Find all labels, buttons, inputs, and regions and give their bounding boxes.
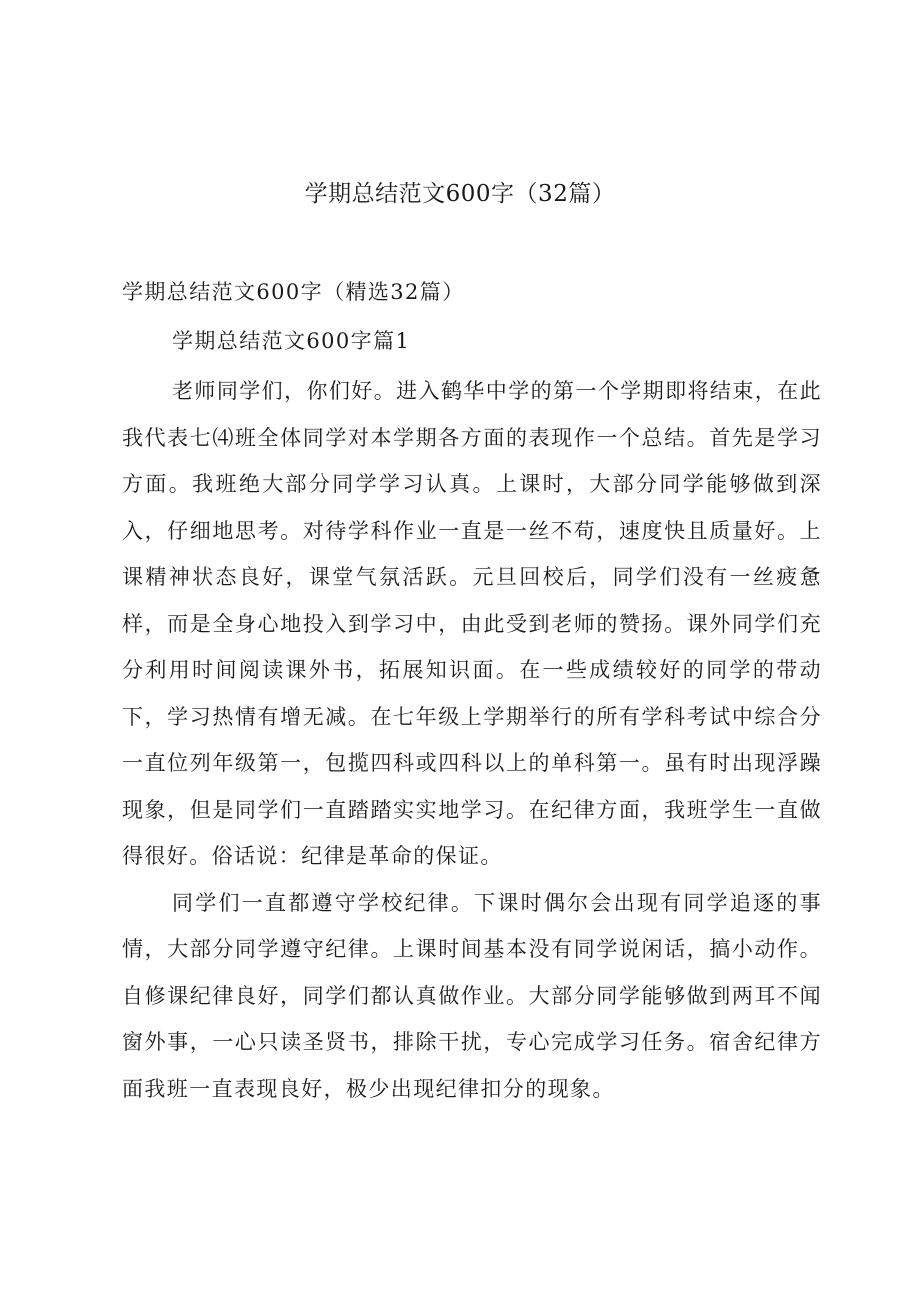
section-heading: 学期总结范文600字篇1 xyxy=(172,329,411,353)
paragraph-2: 同学们一直都遵守学校纪律。下课时偶尔会出现有同学追逐的事情，大部分同学遵守纪律。上课时间基本没有同学说闲话，搞小动作。自修课纪律良好，同学们都认真做作业。大部分同学能够做到两耳不闻窗外事，一心只读圣贤书，排除干扰，专心完成学习任务。宿舍纪律方面我班一直表现良好，极少出现纪律扣分的现象。 xyxy=(122,890,822,1101)
document-body xyxy=(122,270,822,1112)
document-subtitle: 学期总结范文600字（精选32篇） xyxy=(122,280,465,304)
paragraph-1: 老师同学们，你们好。进入鹤华中学的第一个学期即将结束，在此我代表七⑷班全体同学对本学期各方面的表现作一个总结。首先是学习方面。我班绝大部分同学学习认真。上课时，大部分同学能够做到深入，仔细地思考。对待学科作业一直是一丝不苟，速度快且质量好。上课精神状态良好，课堂气氛活跃。元旦回校后，同学们没有一丝疲惫样，而是全身心地投入到学习中，由此受到老师的赞扬。课外同学们充分利用时间阅读课外书，拓展知识面。在一些成绩较好的同学的带动下，学习热情有增无减。在七年级上学期举行的所有学科考试中综合分一直位列年级第一，包揽四科或四科以上的单科第一。虽有时出现浮躁现象，但是同学们一直踏踏实实地学习。在纪律方面，我班学生一直做得很好。俗话说：纪律是革命的保证。 xyxy=(122,379,822,868)
document-title: 学期总结范文600字（32篇） xyxy=(304,181,616,207)
